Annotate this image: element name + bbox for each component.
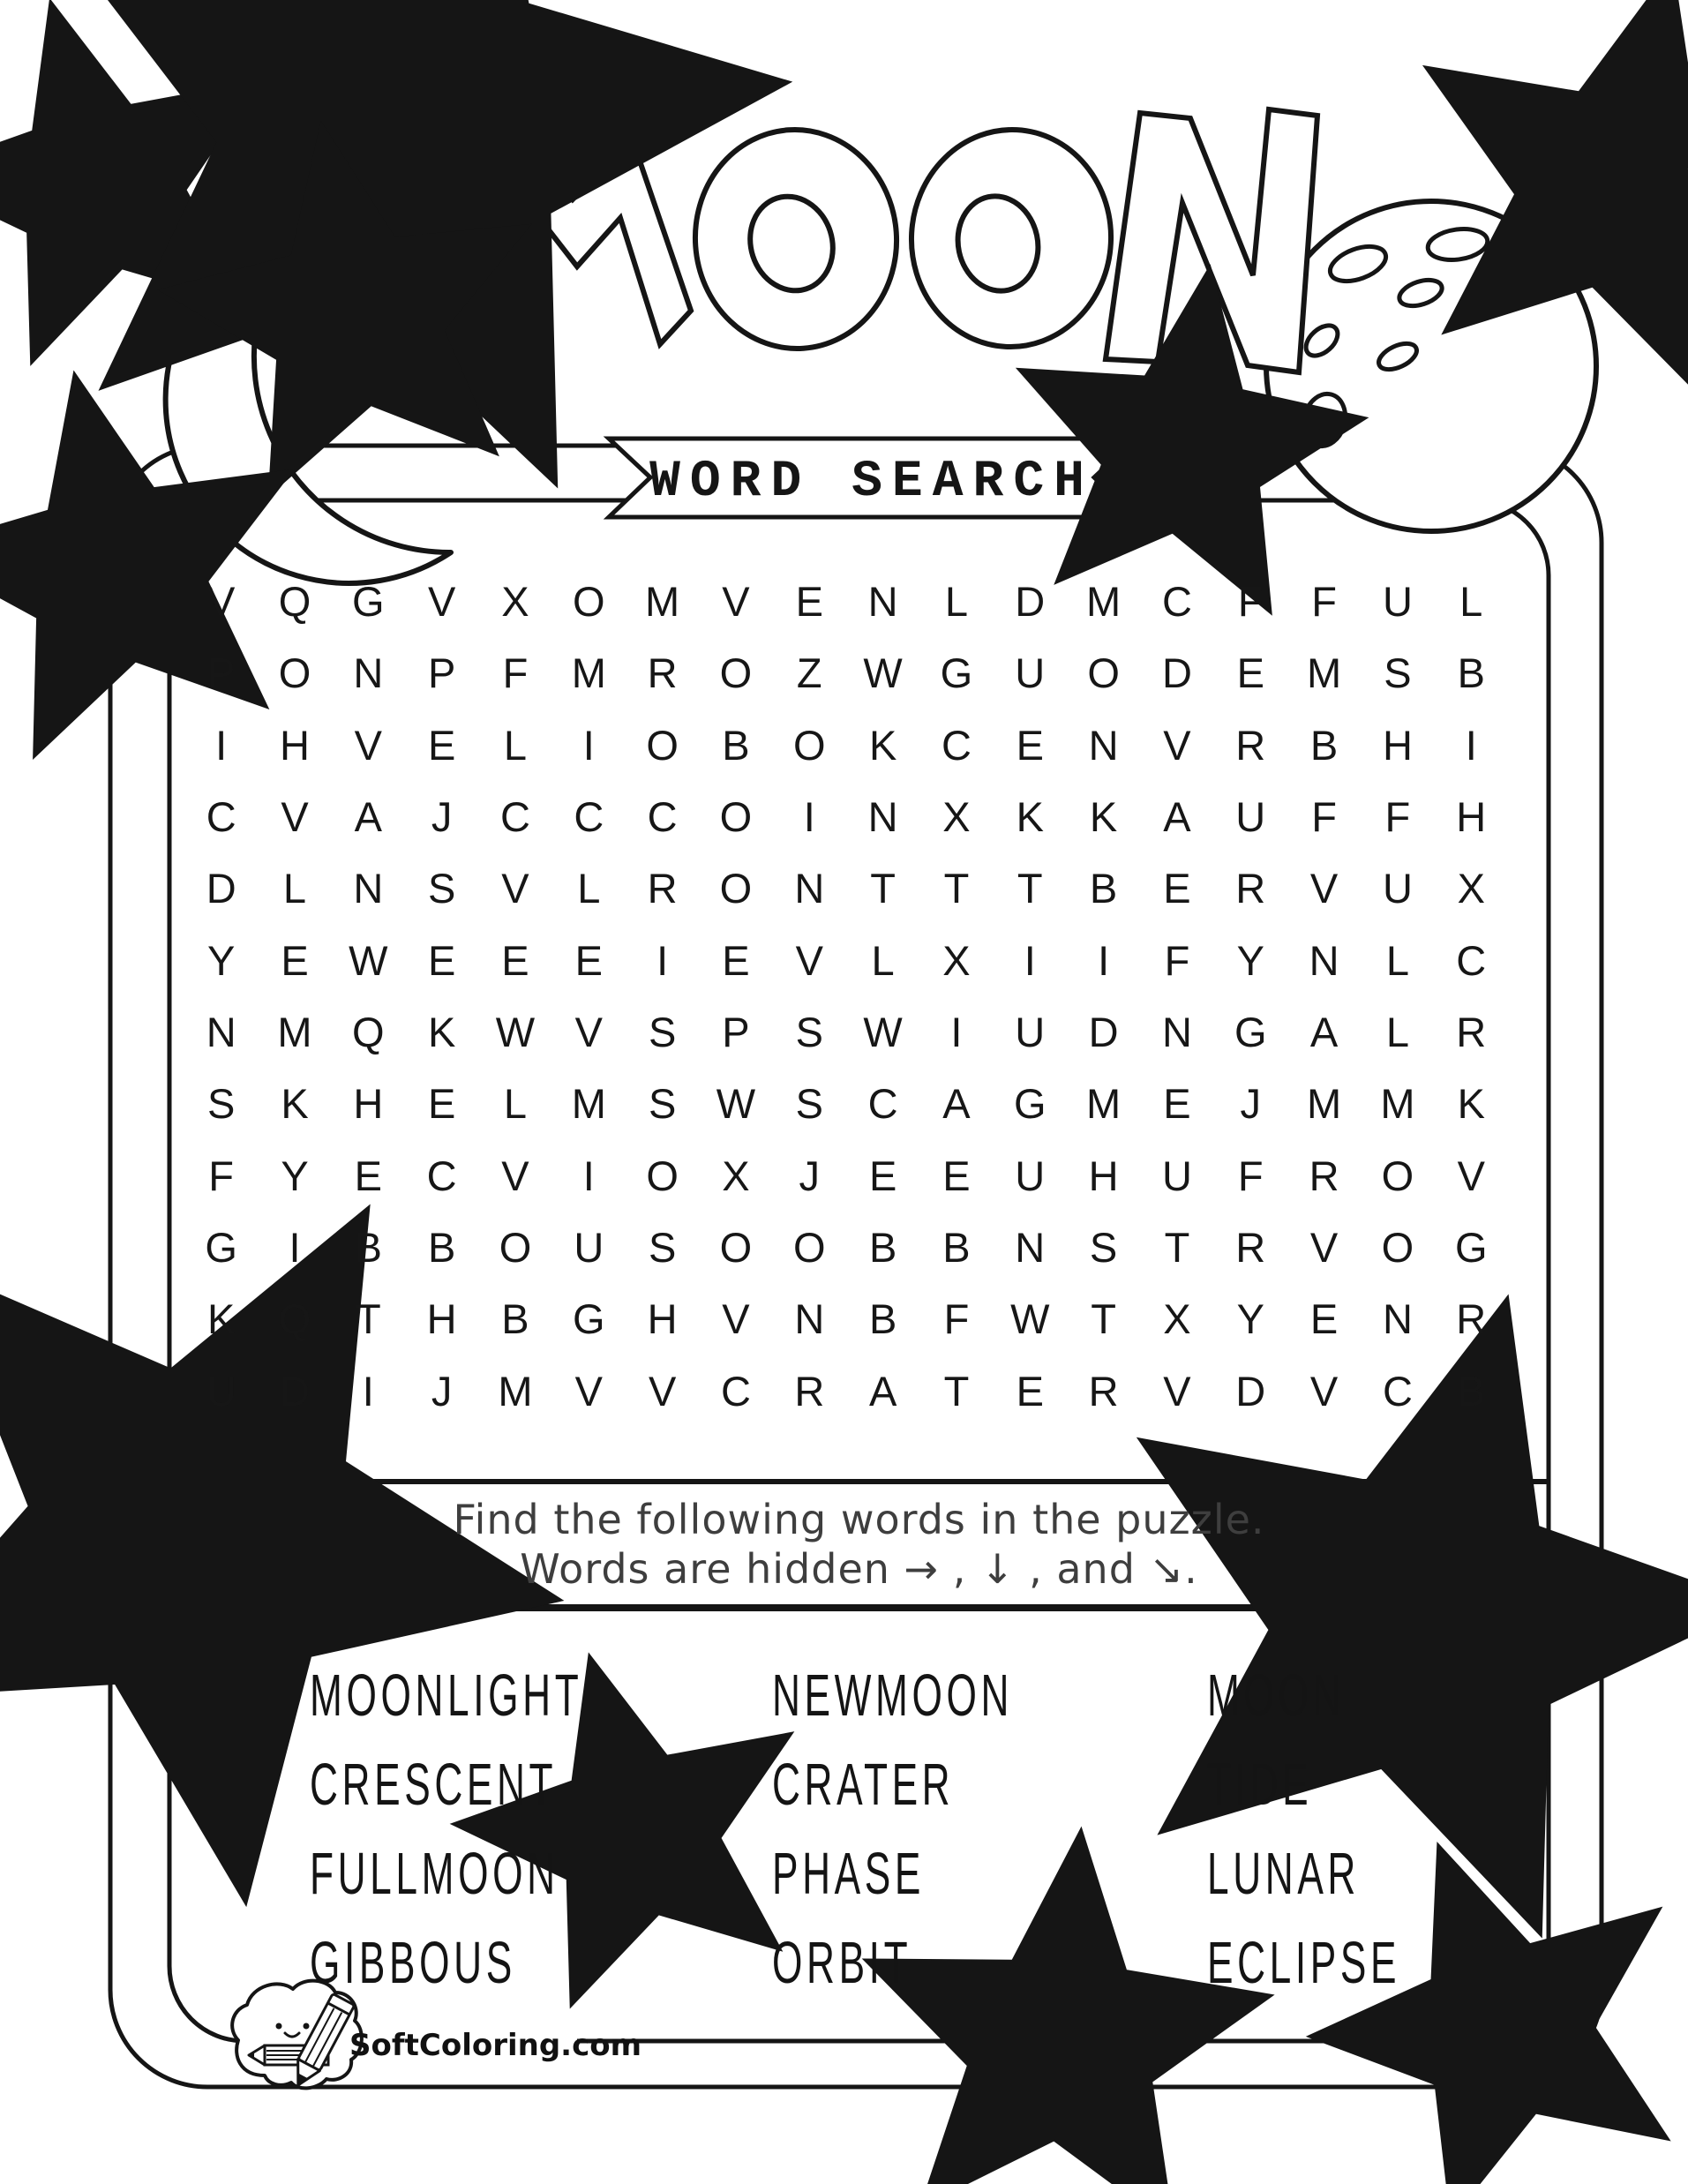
grid-letter: O bbox=[278, 649, 311, 697]
banner-label: WORD SEARCH bbox=[649, 454, 1094, 511]
star-icon bbox=[332, 55, 462, 181]
grid-letter: A bbox=[942, 1080, 971, 1128]
grid-letter: K bbox=[1457, 1080, 1485, 1128]
grid-letter: U bbox=[1161, 1152, 1192, 1199]
grid-letter: O bbox=[719, 793, 753, 841]
grid-letter: P bbox=[427, 649, 456, 697]
grid-letter: A bbox=[1309, 1009, 1339, 1056]
grid-letter: C bbox=[941, 721, 972, 769]
word-list-item bbox=[772, 1932, 1137, 2021]
grid-letter: B bbox=[942, 1224, 971, 1272]
grid-letter: M bbox=[1380, 1080, 1415, 1128]
word-list-item bbox=[1207, 1843, 1500, 1932]
grid-letter: D bbox=[1235, 1367, 1266, 1415]
grid-letter: S bbox=[648, 1009, 677, 1056]
grid-letter: E bbox=[427, 1080, 456, 1128]
word-column-2 bbox=[772, 1664, 1137, 2021]
grid-letter: E bbox=[281, 936, 309, 984]
grid-letter: M bbox=[1307, 1080, 1342, 1128]
word-list-item bbox=[772, 1753, 1137, 1843]
grid-letter: X bbox=[1457, 865, 1485, 912]
grid-letter: H bbox=[647, 1295, 678, 1343]
grid-letter: Q bbox=[278, 1295, 311, 1343]
grid-letter: E bbox=[354, 1152, 382, 1199]
grid-letter: T bbox=[1017, 865, 1043, 912]
grid-letter: I bbox=[1098, 936, 1110, 984]
grid-letter: G bbox=[1013, 1080, 1047, 1128]
grid-letter: T bbox=[943, 865, 970, 912]
grid-letter: L bbox=[1385, 1009, 1409, 1056]
grid-letter: E bbox=[427, 936, 456, 984]
grid-letter: O bbox=[793, 721, 826, 769]
grid-letter: E bbox=[722, 936, 750, 984]
grid-letter: I bbox=[1465, 721, 1477, 769]
grid-letter: B bbox=[427, 1224, 456, 1272]
grid-letter: S bbox=[206, 1080, 236, 1128]
grid-letter: K bbox=[427, 1009, 456, 1056]
grid-letter: V bbox=[501, 1152, 529, 1199]
grid-letter: K bbox=[206, 1295, 236, 1343]
word-column-3 bbox=[1207, 1664, 1500, 2021]
grid-letter: K bbox=[1016, 793, 1044, 841]
grid-letter: V bbox=[1309, 865, 1339, 912]
grid-letter: M bbox=[1307, 649, 1342, 697]
cloud-eye bbox=[304, 2023, 310, 2030]
grid-letter: W bbox=[495, 1009, 536, 1056]
grid-letter: G bbox=[940, 649, 973, 697]
grid-letter: W bbox=[349, 936, 388, 984]
grid-letter: B bbox=[354, 1224, 382, 1272]
grid-letter: B bbox=[868, 1295, 897, 1343]
grid-letter: T bbox=[355, 1295, 381, 1343]
grid-letter: N bbox=[867, 578, 898, 626]
grid-letter: L bbox=[503, 1080, 528, 1128]
grid-letter: E bbox=[795, 578, 823, 626]
grid-letter: X bbox=[501, 578, 529, 626]
grid-letter: V bbox=[722, 578, 750, 626]
grid-letter: E bbox=[427, 721, 456, 769]
grid-letter: M bbox=[1086, 578, 1122, 626]
grid-letter: U bbox=[1382, 865, 1413, 912]
grid-letter: E bbox=[1309, 1295, 1339, 1343]
grid-letter: V bbox=[206, 578, 236, 626]
grid-letter: E bbox=[574, 936, 603, 984]
grid-letter: P bbox=[722, 1009, 750, 1056]
grid-letter: O bbox=[573, 578, 605, 626]
grid-letter: Y bbox=[281, 1152, 309, 1199]
grid-letter: M bbox=[571, 1080, 606, 1128]
grid-letter: C bbox=[1456, 936, 1487, 984]
grid-letter: V bbox=[574, 1009, 603, 1056]
word-list-item-label: ORBIT bbox=[772, 1930, 912, 1996]
grid-letter: V bbox=[1457, 1152, 1485, 1199]
grid-letter: R bbox=[1235, 721, 1266, 769]
grid-letter: N bbox=[1161, 1009, 1192, 1056]
grid-letter: M bbox=[571, 649, 606, 697]
grid-letter: N bbox=[1015, 1224, 1046, 1272]
grid-letter: A bbox=[354, 793, 382, 841]
grid-letter: D bbox=[1088, 1009, 1119, 1056]
grid-letter: B bbox=[1309, 721, 1339, 769]
grid-letter: U bbox=[1015, 649, 1046, 697]
grid-letter: S bbox=[795, 1080, 823, 1128]
title-letter-O bbox=[688, 123, 904, 355]
grid-letter: V bbox=[795, 936, 823, 984]
letter-grid bbox=[184, 566, 1508, 1427]
grid-letter: N bbox=[1088, 721, 1119, 769]
star-icon bbox=[1579, 146, 1656, 221]
grid-letter: D bbox=[1161, 649, 1192, 697]
grid-letter: L bbox=[282, 865, 307, 912]
grid-letter: Y bbox=[206, 936, 236, 984]
word-list-item bbox=[772, 1664, 1137, 1753]
star-icon bbox=[66, 151, 131, 214]
grid-letter: R bbox=[1235, 865, 1266, 912]
grid-letter: X bbox=[1163, 1295, 1191, 1343]
grid-letter: P bbox=[206, 649, 236, 697]
grid-letter: V bbox=[427, 578, 456, 626]
grid-letter: V bbox=[1163, 721, 1191, 769]
grid-letter: M bbox=[645, 578, 680, 626]
grid-letter: T bbox=[870, 865, 896, 912]
grid-letter: U bbox=[1015, 1009, 1046, 1056]
grid-letter: J bbox=[1240, 1080, 1261, 1128]
word-list-item bbox=[310, 1843, 724, 1932]
grid-letter: V bbox=[1309, 1367, 1339, 1415]
grid-letter: L bbox=[503, 721, 528, 769]
grid-letter: F bbox=[943, 1295, 970, 1343]
grid-letter: E bbox=[942, 1152, 971, 1199]
grid-letter: R bbox=[647, 865, 678, 912]
grid-letter: N bbox=[867, 793, 898, 841]
word-list-item-label: FULLMOON bbox=[310, 1841, 559, 1907]
grid-letter: R bbox=[794, 1367, 825, 1415]
grid-letter: J bbox=[799, 1152, 821, 1199]
grid-letter: C bbox=[500, 793, 530, 841]
grid-letter: L bbox=[1459, 578, 1483, 626]
grid-letter: B bbox=[1089, 865, 1118, 912]
word-list-item-label: NEWMOON bbox=[772, 1662, 1014, 1729]
grid-letter: K bbox=[281, 1080, 309, 1128]
grid-letter: V bbox=[722, 1295, 750, 1343]
grid-letter: R bbox=[1309, 1152, 1339, 1199]
instructions-line-2: Words are hidden → , ↓ , and ↘. bbox=[520, 1545, 1198, 1593]
grid-letter: I bbox=[362, 1367, 374, 1415]
grid-letter: B bbox=[501, 1295, 529, 1343]
grid-letter: T bbox=[943, 1367, 970, 1415]
footer-site-label: SoftColoring.com bbox=[349, 2028, 642, 2063]
grid-letter: N bbox=[353, 865, 384, 912]
grid-letter: O bbox=[499, 1224, 532, 1272]
grid-letter: W bbox=[863, 1009, 903, 1056]
grid-letter: G bbox=[1234, 1009, 1267, 1056]
grid-letter: M bbox=[1086, 1080, 1122, 1128]
grid-letter: S bbox=[648, 1224, 677, 1272]
grid-letter: C bbox=[1161, 578, 1192, 626]
grid-letter: X bbox=[722, 1152, 750, 1199]
grid-letter: E bbox=[868, 1152, 897, 1199]
grid-letter: C bbox=[1382, 1367, 1413, 1415]
grid-letter: I bbox=[950, 1009, 963, 1056]
grid-letter: N bbox=[1382, 1295, 1413, 1343]
star-icon bbox=[323, 284, 386, 346]
grid-letter: O bbox=[1381, 1224, 1414, 1272]
grid-letter: B bbox=[1457, 1367, 1485, 1415]
grid-letter: C bbox=[720, 1367, 751, 1415]
grid-letter: O bbox=[793, 1224, 826, 1272]
grid-letter: F bbox=[1164, 936, 1190, 984]
grid-letter: K bbox=[1089, 793, 1118, 841]
word-column-1 bbox=[310, 1664, 724, 2021]
word-list-item-label: PHASE bbox=[772, 1841, 926, 1907]
grid-letter: C bbox=[206, 793, 236, 841]
grid-letter: G bbox=[573, 1295, 605, 1343]
grid-letter: Q bbox=[278, 578, 311, 626]
grid-letter: I bbox=[289, 1224, 301, 1272]
grid-letter: V bbox=[501, 865, 529, 912]
grid-letter: O bbox=[646, 721, 679, 769]
grid-letter: C bbox=[647, 793, 678, 841]
grid-letter: F bbox=[1384, 793, 1411, 841]
grid-letter: C bbox=[867, 1080, 898, 1128]
grid-letter: D bbox=[1015, 578, 1046, 626]
grid-letter: U bbox=[1382, 578, 1413, 626]
grid-letter: E bbox=[1016, 1367, 1044, 1415]
grid-letter: Q bbox=[352, 1009, 385, 1056]
star-icon bbox=[82, 537, 149, 602]
grid-letter: U bbox=[1015, 1152, 1046, 1199]
grid-letter: U bbox=[206, 1367, 236, 1415]
word-list-item bbox=[1207, 1753, 1500, 1843]
instructions-line-1: Find the following words in the puzzle. bbox=[453, 1496, 1265, 1543]
grid-letter: O bbox=[719, 1224, 753, 1272]
grid-letter: I bbox=[1024, 936, 1036, 984]
grid-letter: A bbox=[868, 1367, 897, 1415]
grid-letter: N bbox=[794, 865, 825, 912]
grid-letter: A bbox=[1163, 793, 1191, 841]
word-list-item bbox=[310, 1932, 724, 2021]
grid-letter: T bbox=[1164, 1224, 1190, 1272]
grid-letter: S bbox=[648, 1080, 677, 1128]
grid-letter: V bbox=[574, 1367, 603, 1415]
grid-letter: B bbox=[1457, 649, 1485, 697]
grid-letter: S bbox=[1384, 649, 1412, 697]
grid-letter: U bbox=[574, 1224, 604, 1272]
grid-letter: W bbox=[716, 1080, 756, 1128]
grid-letter: C bbox=[574, 793, 604, 841]
grid-letter: H bbox=[1088, 1152, 1119, 1199]
grid-letter: B bbox=[868, 1224, 897, 1272]
grid-letter: F bbox=[1311, 793, 1337, 841]
grid-letter: V bbox=[1309, 1224, 1339, 1272]
grid-letter: B bbox=[722, 721, 750, 769]
grid-letter: N bbox=[353, 649, 384, 697]
grid-letter: V bbox=[354, 721, 382, 769]
grid-letter: F bbox=[502, 649, 529, 697]
grid-letter: L bbox=[1385, 936, 1409, 984]
word-list-item-label: MOON bbox=[1207, 1662, 1346, 1729]
star-icon bbox=[1155, 419, 1213, 476]
grid-letter: S bbox=[795, 1009, 823, 1056]
cloud-eye bbox=[276, 2023, 282, 2030]
title-letter-O bbox=[906, 124, 1117, 351]
grid-letter: I bbox=[215, 721, 228, 769]
grid-letter: N bbox=[1309, 936, 1339, 984]
word-list-item-label: CRESCENT bbox=[310, 1752, 558, 1818]
grid-letter: H bbox=[1456, 793, 1487, 841]
grid-letter: H bbox=[1382, 721, 1413, 769]
grid-letter: W bbox=[863, 649, 903, 697]
grid-letter: X bbox=[942, 793, 971, 841]
grid-letter: M bbox=[277, 1009, 312, 1056]
grid-letter: W bbox=[1010, 1295, 1050, 1343]
grid-letter: R bbox=[1456, 1295, 1487, 1343]
grid-letter: H bbox=[426, 1295, 457, 1343]
grid-letter: J bbox=[431, 1367, 453, 1415]
word-list-item-label: LUNAR bbox=[1207, 1841, 1360, 1907]
grid-letter: L bbox=[577, 865, 601, 912]
grid-letter: I bbox=[582, 1152, 595, 1199]
grid-letter: O bbox=[719, 649, 753, 697]
grid-letter: V bbox=[1163, 1367, 1191, 1415]
grid-letter: U bbox=[1235, 793, 1266, 841]
grid-letter: S bbox=[427, 865, 456, 912]
grid-letter: E bbox=[1163, 1080, 1191, 1128]
word-list-item-label: GIBBOUS bbox=[310, 1930, 516, 1996]
word-list-item bbox=[772, 1843, 1137, 1932]
grid-letter: R bbox=[1235, 1224, 1266, 1272]
grid-letter: E bbox=[1236, 649, 1264, 697]
grid-letter: E bbox=[501, 936, 529, 984]
grid-letter: C bbox=[426, 1152, 457, 1199]
word-list-item-label: CRATER bbox=[772, 1752, 955, 1818]
grid-letter: Z bbox=[796, 649, 822, 697]
grid-letter: F bbox=[208, 1152, 235, 1199]
grid-letter: M bbox=[498, 1367, 533, 1415]
grid-letter: E bbox=[1163, 865, 1191, 912]
grid-letter: R bbox=[647, 649, 678, 697]
grid-letter: E bbox=[1016, 721, 1044, 769]
grid-letter: Y bbox=[1236, 936, 1264, 984]
grid-letter: L bbox=[871, 936, 895, 984]
grid-letter: G bbox=[1454, 1224, 1488, 1272]
grid-letter: O bbox=[1087, 649, 1120, 697]
grid-letter: I bbox=[582, 721, 595, 769]
word-list-item bbox=[310, 1664, 724, 1753]
word-search-banner bbox=[609, 439, 1136, 517]
word-list-item bbox=[1207, 1664, 1500, 1753]
instructions bbox=[169, 1495, 1549, 1594]
grid-letter: R bbox=[1088, 1367, 1119, 1415]
word-list-item-label: MOONLIGHT bbox=[310, 1662, 583, 1729]
grid-letter: G bbox=[352, 578, 385, 626]
grid-letter: L bbox=[944, 578, 969, 626]
grid-letter: Y bbox=[1236, 1295, 1264, 1343]
grid-letter: F bbox=[1237, 1152, 1264, 1199]
grid-letter: F bbox=[1311, 578, 1337, 626]
grid-letter: S bbox=[1089, 1224, 1118, 1272]
grid-letter: O bbox=[719, 865, 753, 912]
word-list-item bbox=[310, 1753, 724, 1843]
grid-letter: N bbox=[206, 1009, 236, 1056]
grid-letter: N bbox=[794, 1295, 825, 1343]
grid-letter: K bbox=[868, 721, 897, 769]
grid-letter: D bbox=[206, 865, 236, 912]
grid-letter: F bbox=[1237, 578, 1264, 626]
grid-letter: T bbox=[1091, 1295, 1116, 1343]
word-list-item bbox=[1207, 1932, 1500, 2021]
grid-letter: X bbox=[942, 936, 971, 984]
grid-letter: H bbox=[353, 1080, 384, 1128]
word-list-item-label: TIDE bbox=[1207, 1752, 1313, 1818]
grid-letter: O bbox=[1381, 1152, 1414, 1199]
grid-letter: J bbox=[431, 793, 453, 841]
grid-letter: I bbox=[656, 936, 669, 984]
grid-letter: H bbox=[280, 721, 310, 769]
grid-letter: V bbox=[648, 1367, 677, 1415]
grid-letter: D bbox=[280, 1367, 310, 1415]
grid-letter: I bbox=[803, 793, 815, 841]
grid-letter: G bbox=[205, 1224, 237, 1272]
word-list-item-label: ECLIPSE bbox=[1207, 1930, 1401, 1996]
grid-letter: R bbox=[1456, 1009, 1487, 1056]
grid-letter: O bbox=[646, 1152, 679, 1199]
grid-letter: V bbox=[281, 793, 309, 841]
